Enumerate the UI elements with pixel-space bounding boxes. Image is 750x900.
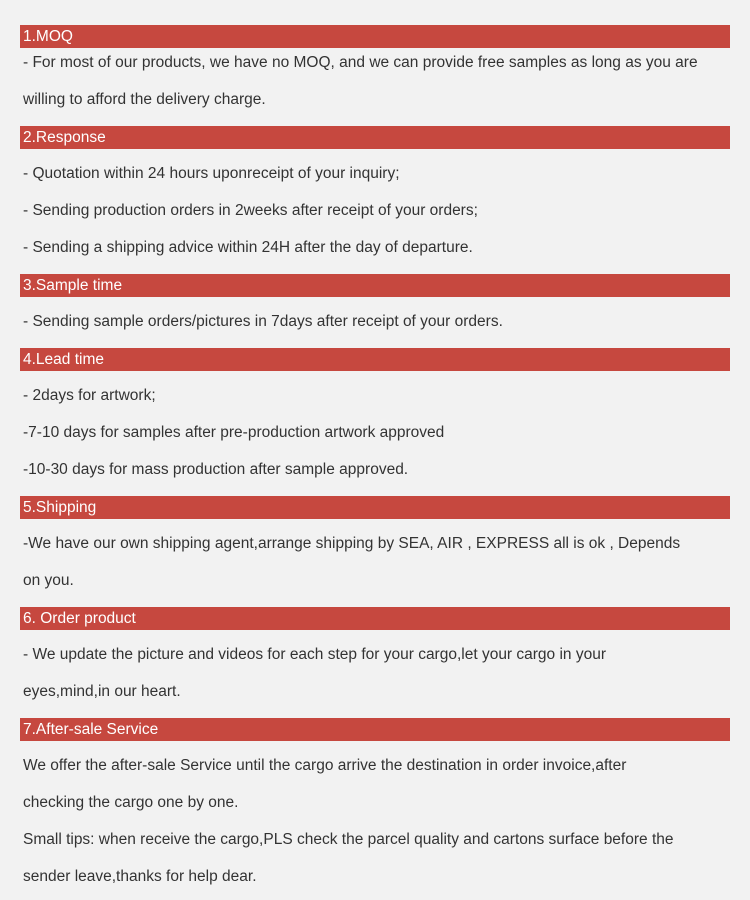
section-line: - Sending a shipping advice within 24H after the day of departure. (23, 239, 473, 256)
section-line: We offer the after-sale Service until the cargo arrive the destination in order invoice,after (23, 757, 627, 774)
section-header-lead-time: 4.Lead time (20, 348, 730, 371)
section-line: Small tips: when receive the cargo,PLS check the parcel quality and cartons surface before the (23, 831, 674, 848)
section-header-shipping: 5.Shipping (20, 496, 730, 519)
section-line: -7-10 days for samples after pre-production artwork approved (23, 424, 445, 441)
section-header-order-product: 6. Order product (20, 607, 730, 630)
section-line: eyes,mind,in our heart. (23, 683, 181, 700)
section-line: -We have our own shipping agent,arrange shipping by SEA, AIR , EXPRESS all is ok , Depends (23, 535, 681, 552)
section-line: - Sending production orders in 2weeks after receipt of your orders; (23, 202, 478, 219)
section-line: - Quotation within 24 hours uponreceipt of your inquiry; (23, 165, 400, 182)
section-line: - 2days for artwork; (23, 387, 156, 404)
section-line: sender leave,thanks for help dear. (23, 868, 257, 885)
section-line: -10-30 days for mass production after sample approved. (23, 461, 409, 478)
section-line: willing to afford the delivery charge. (23, 91, 266, 108)
section-header-response: 2.Response (20, 126, 730, 149)
section-line: checking the cargo one by one. (23, 794, 239, 811)
section-line: - We update the picture and videos for each step for your cargo,let your cargo in your (23, 646, 607, 663)
section-line: - Sending sample orders/pictures in 7days after receipt of your orders. (23, 313, 503, 330)
section-line: - For most of our products, we have no MOQ, and we can provide free samples as long as you are (23, 54, 698, 71)
section-header-moq: 1.MOQ (20, 25, 730, 48)
section-header-after-sale-service: 7.After-sale Service (20, 718, 730, 741)
section-header-sample-time: 3.Sample time (20, 274, 730, 297)
section-line: on you. (23, 572, 74, 589)
